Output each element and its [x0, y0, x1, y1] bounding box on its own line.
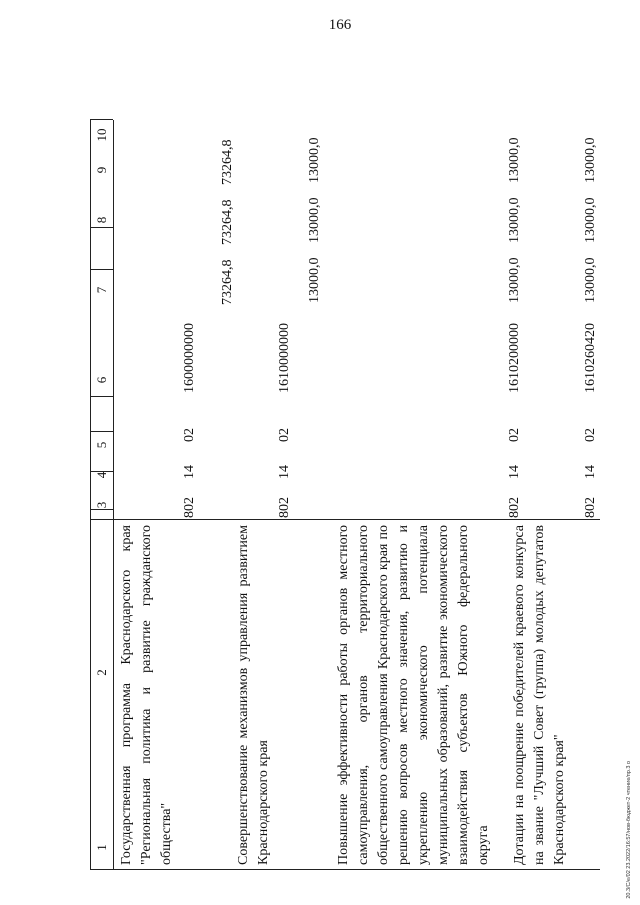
- cell-amount-2: 13000,0: [583, 197, 598, 243]
- header-col-3: 3: [94, 501, 109, 509]
- cell-target: 1610200000: [507, 323, 522, 393]
- cell-amount-3: 13000,0: [583, 137, 598, 183]
- cell-code: 802: [277, 497, 292, 518]
- header-col-8: 8: [94, 216, 109, 224]
- cell-amount-2: 73264,8: [220, 199, 235, 245]
- cell-amount-3: 73264,8: [220, 139, 235, 185]
- cell-amount-2: 13000,0: [507, 197, 522, 243]
- row-description: Государственная программа Краснодарского края "Региональная политика и развитие гражданского общества": [119, 525, 174, 865]
- cell-subsection: 02: [507, 428, 522, 442]
- cell-subsection: 02: [182, 428, 197, 442]
- cell-target: 1610000000: [277, 323, 292, 393]
- cell-amount-1: 13000,0: [507, 257, 522, 303]
- col-line-0: [90, 869, 600, 870]
- header-col-9: 9: [94, 166, 109, 174]
- budget-table: [90, 120, 600, 870]
- cell-section: 14: [583, 465, 598, 479]
- row-description: Повышение эффективности работы органов местного самоуправления, органов территориального общественного самоуправления Краснодарского края по решению вопросов местного значения, развитию и укреплению экономического потенциала муниципальных образований, развитие экономического взаимодействия субъектов Южного федерального округа: [336, 525, 491, 865]
- header-bottom-border: [113, 120, 114, 870]
- header-col-7: 7: [94, 286, 109, 294]
- cell-amount-1: 13000,0: [583, 257, 598, 303]
- cell-subsection: 02: [583, 428, 598, 442]
- cell-code: 802: [507, 497, 522, 518]
- cell-code: 802: [583, 497, 598, 518]
- cell-target: 1600000000: [182, 323, 197, 393]
- header-col-5: 5: [94, 441, 109, 449]
- cell-code: 802: [182, 497, 197, 518]
- cell-section: 14: [277, 465, 292, 479]
- header-col-4: 4: [94, 471, 109, 479]
- cell-subsection: 02: [277, 428, 292, 442]
- cell-amount-2: 13000,0: [307, 197, 322, 243]
- cell-target: 1610260420: [583, 323, 598, 393]
- footer-stamp: 20.3/С/е/02 23.2022/16:57/нов-бюджет-2 чтение/пр.3 о: [626, 761, 632, 899]
- col-line-1: [90, 519, 600, 520]
- row-description: Совершенствование механизмов управления развитием Краснодарского края: [236, 525, 271, 865]
- header-col-10: 10: [94, 128, 109, 142]
- cell-section: 14: [507, 465, 522, 479]
- header-col-1: 1: [94, 844, 109, 851]
- header-col-6: 6: [94, 376, 109, 384]
- cell-amount-3: 13000,0: [307, 137, 322, 183]
- cell-amount-1: 73264,8: [220, 259, 235, 305]
- cell-amount-3: 13000,0: [507, 137, 522, 183]
- cell-amount-1: 13000,0: [307, 257, 322, 303]
- page-number: 166: [328, 17, 352, 33]
- row-description: Дотации на поощрение победителей краевого конкурса на звание "Лучший Совет (группа) молодых депутатов Краснодарского края": [512, 525, 567, 865]
- cell-section: 14: [182, 465, 197, 479]
- header-col-2: 2: [94, 669, 109, 676]
